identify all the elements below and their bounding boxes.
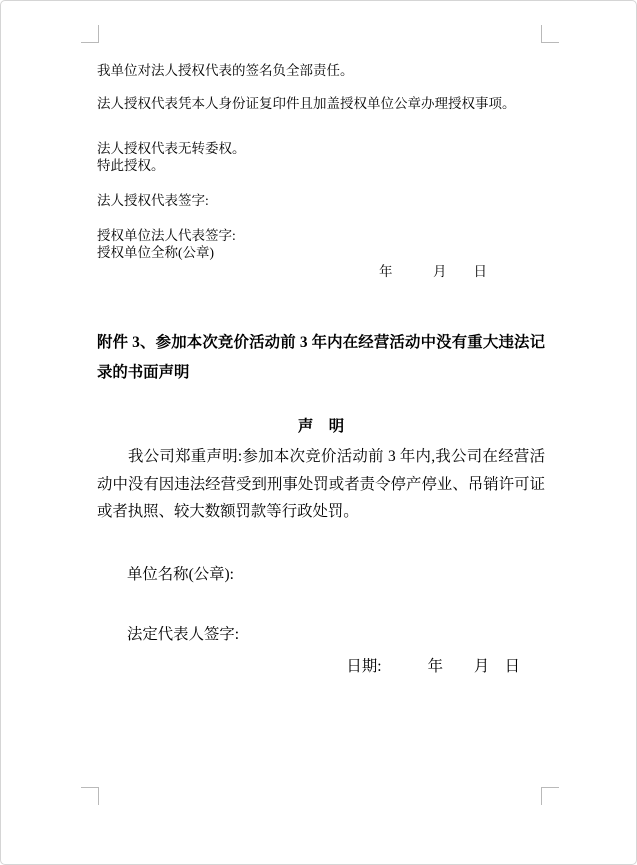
authorization-date-line: 年 月 日 bbox=[379, 264, 487, 279]
responsibility-paragraph: 我单位对法人授权代表的签名负全部责任。 bbox=[97, 63, 354, 78]
page-text-area bbox=[97, 42, 545, 675]
unit-name-seal-line: 授权单位全称(公章) bbox=[97, 245, 214, 260]
declaration-section bbox=[97, 328, 545, 675]
authorization-section bbox=[97, 62, 545, 280]
declaration-date-line: 日期: 年 月 日 bbox=[346, 657, 520, 675]
rep-signature-line: 法人授权代表签字: bbox=[97, 193, 209, 208]
margin-crop-mark-top-right bbox=[541, 25, 559, 43]
declaration-title: 声 明 bbox=[297, 418, 345, 435]
no-delegation-line: 法人授权代表无转委权。 bbox=[97, 141, 246, 156]
legal-rep-sign-line: 法定代表人签字: bbox=[127, 625, 240, 643]
company-name-seal-line: 单位名称(公章): bbox=[127, 565, 234, 583]
no-delegation-block bbox=[97, 140, 545, 174]
attachment-heading: 附件 3、参加本次竞价活动前 3 年内在经营活动中没有重大违法记录的书面声明 bbox=[97, 334, 545, 381]
id-copy-paragraph: 法人授权代表凭本人身份证复印件且加盖授权单位公章办理授权事项。 bbox=[97, 96, 516, 111]
margin-crop-mark-bottom-left bbox=[81, 787, 99, 805]
legal-rep-signature-line: 授权单位法人代表签字: bbox=[97, 228, 236, 243]
margin-crop-mark-top-left bbox=[81, 25, 99, 43]
unit-signature-block bbox=[97, 227, 545, 261]
declaration-body-paragraph: 我公司郑重声明:参加本次竞价活动前 3 年内,我公司在经营活动中没有因违法经营受到刑事处罚或者责令停产停业、吊销许可证或者执照、较大数额罚款等行政处罚。 bbox=[97, 448, 545, 520]
margin-crop-mark-bottom-right bbox=[541, 787, 559, 805]
hereby-authorize-line: 特此授权。 bbox=[97, 158, 165, 173]
